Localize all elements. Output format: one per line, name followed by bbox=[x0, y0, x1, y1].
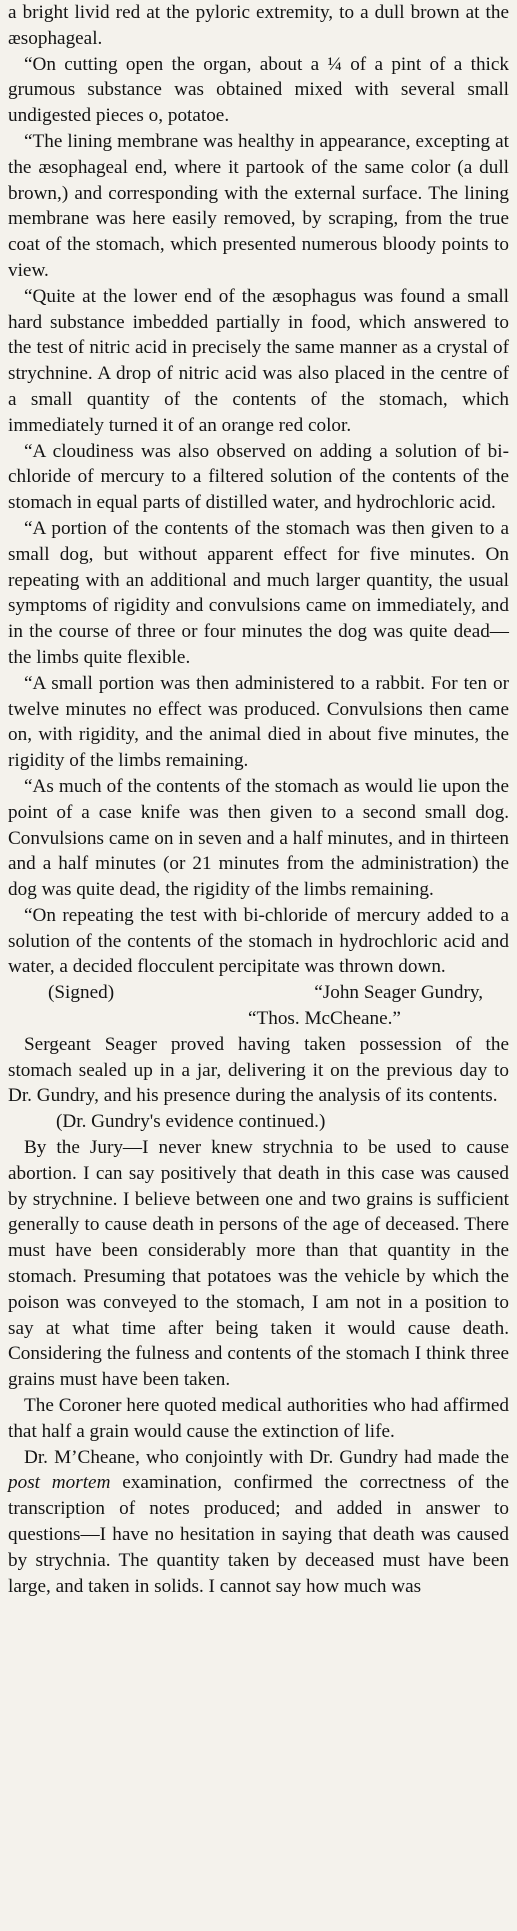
paragraph: “The lining membrane was healthy in appearance, excepting at the æsophageal end, where it partook of the same color (a dull brown,) and corresponding with the external surface. The lining membrane was here easily removed, by scraping, from the true coat of the stomach, which presented numerous bloody points to view. bbox=[8, 130, 509, 281]
paragraph: “As much of the contents of the stomach as would lie upon the point of a case knife was then given to a second small dog. Convulsions came on in seven and a half minutes, and in thirteen and a half minutes (or 21 minutes from the administration) the dog was quite dead, the rigidity of the limbs remaining. bbox=[8, 775, 509, 901]
paragraph: “A cloudiness was also observed on adding a solution of bi-chloride of mercury to a filtered solution of the contents of the stomach in equal parts of distilled water, and hydrochloric acid. bbox=[8, 440, 509, 514]
section-note: (Dr. Gundry's evidence continued.) bbox=[56, 1111, 326, 1133]
paragraph: “On cutting open the organ, about a ¼ of a pint of a thick grumous substance was obtained mixed with several small undigested pieces o, potatoe. bbox=[8, 53, 509, 127]
paragraph: “On repeating the test with bi-chloride of mercury added to a solution of the contents of the stomach in hydrochloric acid and water, a decided flocculent percipitate was thrown down. bbox=[8, 904, 509, 978]
paragraph bbox=[8, 1445, 509, 1600]
paragraph: Sergeant Seager proved having taken possession of the stomach sealed up in a jar, delivering it on the previous day to Dr. Gundry, and his presence during the analysis of its contents. bbox=[8, 1033, 509, 1107]
paragraph: a bright livid red at the pyloric extremity, to a dull brown at the æsophageal. bbox=[8, 2, 509, 49]
paragraph: “A small portion was then administered to a rabbit. For ten or twelve minutes no effect was produced. Convulsions then came on, with rigidity, and the animal died in about five minutes, the rigidity of the limbs remaining. bbox=[8, 672, 509, 772]
signature-second-line bbox=[8, 1006, 509, 1032]
newspaper-column bbox=[8, 0, 509, 1599]
paragraph-text: Dr. M’Cheane, who conjointly with Dr. Gundry had made the bbox=[24, 1446, 509, 1468]
paragraph: The Coroner here quoted medical authorities who had affirmed that half a grain would cause the extinction of life. bbox=[8, 1395, 509, 1442]
signatory-name: “Thos. McCheane.” bbox=[248, 1008, 401, 1030]
italic-phrase: post mortem bbox=[8, 1472, 111, 1494]
paragraph: By the Jury—I never knew strychnia to be used to cause abortion. I can say positively that death in this case was caused by strychnine. I believe between one and two grains is sufficient generally to cause death in persons of the age of deceased. There must have been considerably more than that quantity in the stomach. Presuming that potatoes was the vehicle by which the poison was conveyed to the stomach, I am not in a position to say at what time after being taken it would cause death. Considering the fulness and contents of the stomach I think three grains must have been taken. bbox=[8, 1137, 509, 1391]
paragraph-text: examination, confirmed the correctness of the transcription of notes produced; and added in answer to questions—I have no hesitation in saying that death was caused by strychnia. The quantity taken by deceased must have been large, and taken in solids. I cannot say how much was bbox=[8, 1472, 510, 1597]
signature-block bbox=[8, 980, 509, 1006]
paragraph: “Quite at the lower end of the æsophagus was found a small hard substance imbedded partially in food, which answered to the test of nitric acid in precisely the same manner as a crystal of strychnine. A drop of nitric acid was also placed in the centre of a small quantity of the contents of the stomach, which immediately turned it of an orange red color. bbox=[8, 285, 509, 436]
paragraph: “A portion of the contents of the stomach was then given to a small dog, but without apparent effect for five minutes. On repeating with an additional and much larger quantity, the usual symptoms of rigidity and convulsions came on immediately, and in the course of three or four minutes the dog was quite dead—the limbs quite flexible. bbox=[8, 517, 509, 668]
signatory-name: “John Seager Gundry, bbox=[314, 982, 483, 1004]
signed-label: (Signed) bbox=[48, 982, 115, 1004]
